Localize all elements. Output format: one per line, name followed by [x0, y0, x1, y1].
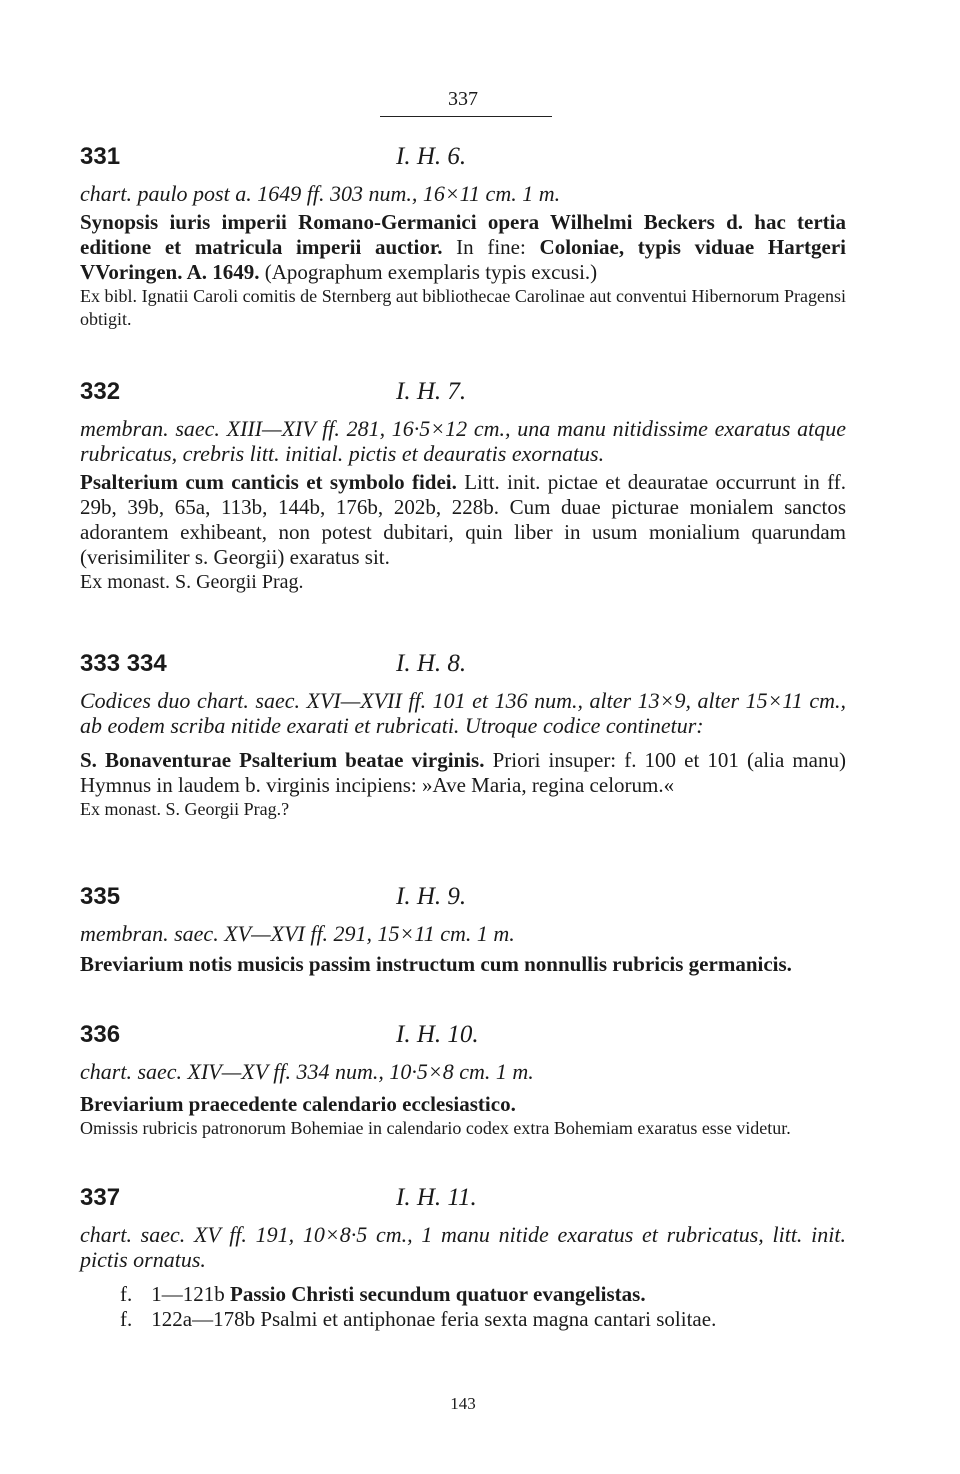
entry-333-334 [80, 650, 846, 821]
entry-provenance: Ex monast. S. Georgii Prag.? [80, 799, 290, 819]
entry-title: Breviarium praecedente calendario ecclesiastico. [80, 1092, 516, 1116]
entry-number: 332 [80, 378, 121, 405]
shelfmark: I. H. 7. [396, 378, 467, 405]
entry-description: membran. saec. XV—XVI ff. 291, 15×11 cm. 1 m. [80, 921, 515, 946]
entry-332 [80, 378, 846, 595]
entry-provenance: Ex bibl. Ignatii Caroli comitis de Sternberg aut bibliothecae Carolinae aut conventui Hibernorum Pragensi obtigit. [80, 286, 846, 329]
entry-provenance: Ex monast. S. Georgii Prag. [80, 571, 304, 593]
entry-number: 335 [80, 883, 121, 910]
entry-337 [80, 1184, 846, 1332]
entry-description: membran. saec. XIII—XIV ff. 281, 16·5×12 cm., una manu nitidissime exaratus atque rubricatus, crebris litt. initial. pictis et deauratis exornatus. [80, 416, 846, 466]
entry-number: 336 [80, 1021, 121, 1048]
entry-331 [80, 143, 846, 331]
shelfmark: I. H. 10. [396, 1021, 479, 1048]
contents-list [80, 1282, 846, 1332]
entry-number: 337 [80, 1184, 121, 1211]
entry-number: 331 [80, 143, 121, 170]
entry-description: chart. saec. XIV—XV ff. 334 num., 10·5×8 cm. 1 m. [80, 1059, 534, 1084]
entry-description: chart. saec. XV ff. 191, 10×8·5 cm., 1 manu nitide exaratus et rubricatus, litt. init. pictis ornatus. [80, 1222, 846, 1272]
entry-335 [80, 883, 846, 977]
entry-336 [80, 1021, 846, 1140]
shelfmark: I. H. 9. [396, 883, 467, 910]
list-item: f. 122a—178b Psalmi et antiphonae feria sexta magna cantari solitae. [120, 1307, 717, 1331]
entry-title: S. Bonaventurae Psalterium beatae virginis. Priori insuper: f. 100 et 101 (alia manu) Hymnus in laudem b. virginis incipiens: »Ave Maria, regina celorum.« [80, 748, 846, 797]
entry-title: Synopsis iuris imperii Romano-Germanici opera Wilhelmi Beckers d. hac tertia editione et matricula imperii auctior. In fine: Coloniae, typis viduae Hartgeri VVoringen. A. 1649. (Apographum exemplaris typis excusi.) [80, 210, 846, 284]
header-rule [380, 116, 552, 117]
shelfmark: I. H. 11. [396, 1184, 477, 1211]
entry-title: Psalterium cum canticis et symbolo fidei. Litt. init. pictae et deauratae occurrunt in ff. 29b, 39b, 65a, 113b, 144b, 176b, 202b, 228b. Cum duae picturae monialem sanctos adorantem exhibeant, non potest dubitari, quin liber in usum monialium quarundam (verisimiliter s. Georgii) exaratus sit. [80, 470, 846, 569]
shelfmark: I. H. 6. [396, 143, 467, 170]
entry-description: chart. paulo post a. 1649 ff. 303 num., 16×11 cm. 1 m. [80, 181, 561, 206]
entry-title: Breviarium notis musicis passim instructum cum nonnullis rubricis germanicis. [80, 952, 792, 976]
shelfmark: I. H. 8. [396, 650, 467, 677]
page-number-bottom: 143 [450, 1394, 476, 1413]
entry-number: 333 334 [80, 650, 167, 677]
entry-description: Codices duo chart. saec. XVI—XVII ff. 101 et 136 num., alter 13×9, alter 15×11 cm., ab eodem scriba nitide exarati et rubricati. Utroque codice continetur: [80, 688, 846, 738]
list-item: f. 1—121b Passio Christi secundum quatuor evangelistas. [120, 1282, 646, 1306]
page-number-top: 337 [448, 88, 478, 110]
entry-provenance: Omissis rubricis patronorum Bohemiae in calendario codex extra Bohemiam exaratus esse videtur. [80, 1118, 791, 1138]
